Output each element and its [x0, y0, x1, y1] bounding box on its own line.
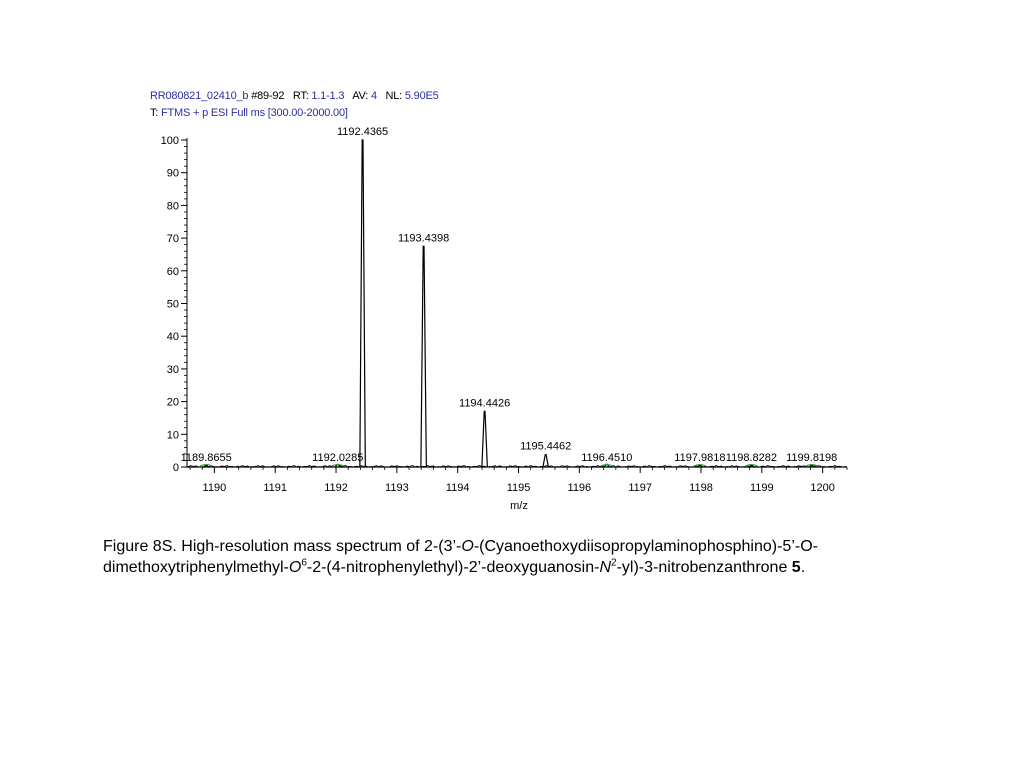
y-tick-label: 30: [166, 363, 179, 376]
y-tick-label: 50: [166, 298, 179, 311]
caption-superscript: 6: [301, 557, 307, 569]
caption-text: dimethoxytriphenylmethyl-: [103, 559, 289, 576]
y-tick-label: 60: [166, 265, 179, 278]
caption-italic: O: [288, 559, 302, 576]
peak-label: 1192.0285: [312, 452, 364, 464]
peak-label: 1197.9818: [674, 452, 726, 464]
figure-caption: [103, 536, 903, 578]
caption-superscript: 2: [611, 557, 617, 569]
peak: [360, 140, 365, 467]
x-tick-label: 1196: [567, 482, 592, 494]
x-tick-label: 1190: [202, 482, 227, 494]
peak-label: 1194.4426: [459, 397, 511, 410]
caption-text: .: [800, 559, 806, 576]
x-tick-label: 1197: [628, 482, 653, 494]
av-value: 4: [371, 90, 377, 102]
caption-compound-number: 5: [791, 559, 801, 576]
caption-line-2: [103, 557, 903, 578]
filter-value: FTMS + p ESI Full ms [300.00-2000.00]: [161, 107, 348, 119]
x-tick-label: 1194: [445, 482, 470, 494]
peak: [482, 411, 487, 467]
y-tick-label: 90: [166, 167, 179, 180]
caption-italic: N: [599, 559, 612, 576]
caption-text: -yl)-3-nitrobenzanthrone: [616, 559, 792, 576]
chart-axes: [161, 135, 847, 494]
chart-peaks: [200, 140, 818, 467]
peak-label: 1195.4462: [520, 440, 572, 453]
x-axis-label: m/z: [510, 500, 528, 512]
y-tick-label: 80: [166, 200, 179, 213]
x-tick-label: 1193: [385, 482, 409, 494]
caption-text: -(Cyanoethoxydiisopropylaminophosphino)-5’-O-: [473, 538, 818, 555]
caption-text: -2-(4-nitrophenylethyl)-2’-deoxyguanosin-: [306, 559, 600, 576]
y-tick-label: 0: [172, 462, 179, 474]
file-name: RR080821_02410_b: [150, 90, 249, 102]
av-label: AV:: [352, 90, 369, 102]
caption-text: Figure 8S. High-resolution mass spectrum of 2-(3’-: [103, 538, 462, 555]
caption-italic: O: [461, 538, 474, 555]
peak-label: 1196.4510: [581, 452, 633, 464]
caption-line-1: [103, 536, 903, 557]
filter-prefix: T:: [150, 107, 159, 119]
peak: [421, 246, 426, 467]
x-tick-label: 1200: [810, 482, 835, 494]
scan-range: #89-92: [251, 90, 285, 102]
rt-label: RT:: [292, 90, 309, 102]
nl-value: 5.90E5: [404, 90, 439, 102]
peak-label: 1193.4398: [398, 232, 450, 245]
minor-peak-marker: [601, 465, 613, 467]
peak-label: 1198.8282: [725, 452, 777, 464]
x-tick-label: 1198: [689, 482, 713, 494]
x-tick-label: 1195: [506, 482, 531, 494]
chart-peak-labels: [181, 126, 838, 464]
x-tick-label: 1192: [324, 482, 348, 494]
y-tick-label: 100: [160, 135, 179, 147]
nl-label: NL:: [385, 90, 403, 102]
x-tick-label: 1199: [750, 482, 774, 494]
peak-label: 1189.8655: [180, 452, 232, 464]
peak: [543, 455, 548, 467]
peak-label: 1192.4365: [336, 126, 389, 138]
y-tick-label: 10: [166, 429, 179, 442]
y-tick-label: 40: [166, 331, 179, 344]
y-tick-label: 70: [166, 233, 179, 246]
y-tick-label: 20: [166, 396, 179, 409]
peak-label: 1199.8198: [786, 452, 838, 464]
minor-peak-marker: [332, 465, 344, 467]
rt-value: 1.1-1.3: [311, 90, 345, 102]
x-tick-label: 1191: [263, 482, 288, 494]
